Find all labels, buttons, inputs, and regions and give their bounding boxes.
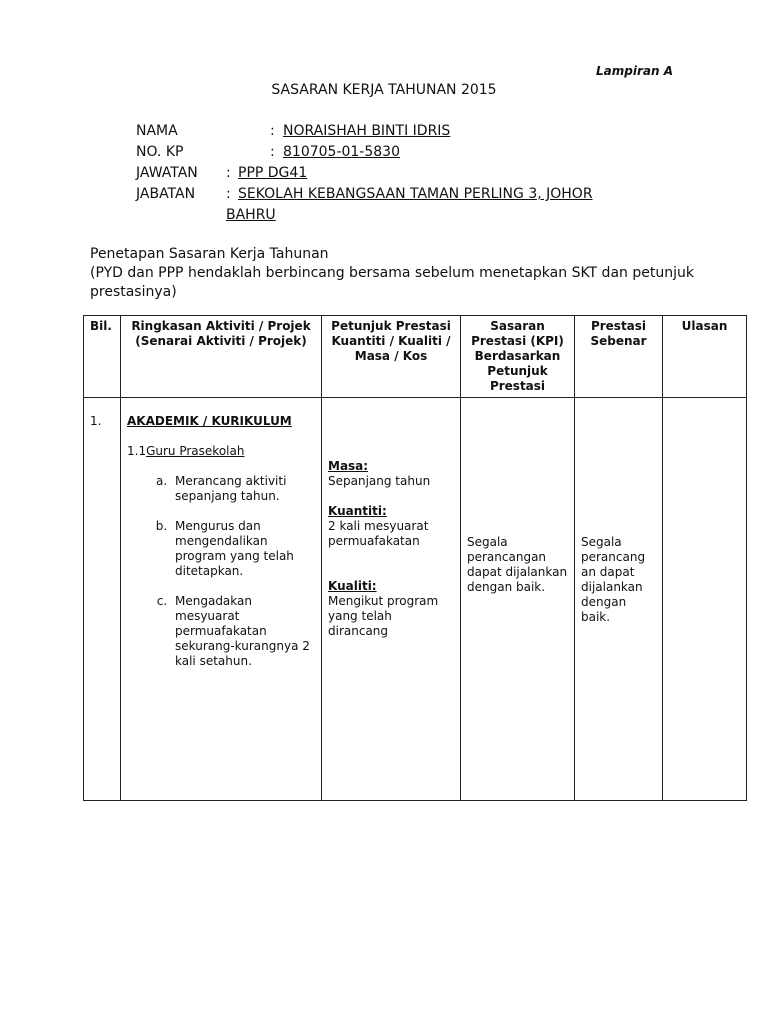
header-petunjuk: Petunjuk Prestasi Kuantiti / Kualiti / Masa / Kos	[322, 316, 461, 398]
kuantiti-value: 2 kali mesyuarat permuafakatan	[328, 519, 429, 548]
nama-value: NORAISHAH BINTI IDRIS	[283, 123, 451, 139]
jabatan-value-line1: SEKOLAH KEBANGSAAN TAMAN PERLING 3, JOHOR	[238, 186, 593, 202]
cell-sasaran: Segala perancangan dapat dijalankan dengan baik.	[461, 398, 575, 801]
masa-value: Sepanjang tahun	[328, 474, 431, 488]
nokp-colon: :	[270, 144, 275, 160]
table-header-row	[84, 316, 747, 398]
jabatan-value-line2: BAHRU	[226, 207, 276, 223]
nokp-value: 810705-01-5830	[283, 144, 400, 160]
intro-text	[90, 245, 700, 302]
kuantiti-label: Kuantiti:	[328, 504, 387, 518]
list-item: a. Merancang aktiviti sepanjang tahun.	[171, 474, 315, 504]
cell-petunjuk	[322, 398, 461, 801]
sub-title: Guru Prasekolah	[146, 444, 245, 458]
nokp-label: NO. KP	[136, 144, 184, 160]
activity-list	[127, 474, 315, 669]
skt-table	[83, 315, 747, 801]
cell-ringkasan	[121, 398, 322, 801]
nama-label: NAMA	[136, 123, 178, 139]
list-item: b. Mengurus dan mengendalikan program yang telah ditetapkan.	[171, 519, 315, 579]
document-title: SASARAN KERJA TAHUNAN 2015	[271, 82, 497, 98]
table-row	[84, 398, 747, 801]
list-item: c. Mengadakan mesyuarat permuafakatan sekurang-kurangnya 2 kali setahun.	[171, 594, 315, 669]
sub-heading	[127, 444, 315, 459]
header-prestasi: Prestasi Sebenar	[575, 316, 663, 398]
cell-prestasi: Segala perancang an dapat dijalankan dengan baik.	[575, 398, 663, 801]
kualiti-value: Mengikut program yang telah dirancang	[328, 594, 439, 638]
intro-line1: Penetapan Sasaran Kerja Tahunan	[90, 246, 329, 262]
header-sasaran: Sasaran Prestasi (KPI) Berdasarkan Petunjuk Prestasi	[461, 316, 575, 398]
jawatan-label: JAWATAN	[136, 165, 198, 181]
sub-number: 1.1	[127, 444, 147, 458]
annex-label: Lampiran A	[596, 64, 673, 78]
masa-label: Masa:	[328, 459, 369, 473]
cell-ulasan	[663, 398, 747, 801]
kualiti-label: Kualiti:	[328, 579, 377, 593]
header-bil: Bil.	[84, 316, 121, 398]
jabatan-colon: :	[226, 186, 231, 202]
cell-bil: 1.	[84, 398, 121, 801]
jawatan-colon: :	[226, 165, 231, 181]
header-ulasan: Ulasan	[663, 316, 747, 398]
section-title: AKADEMIK / KURIKULUM	[127, 414, 292, 428]
jabatan-label: JABATAN	[136, 186, 196, 202]
nama-colon: :	[270, 123, 275, 139]
employee-info	[0, 121, 768, 231]
intro-line2: (PYD dan PPP hendaklah berbincang bersama sebelum menetapkan SKT dan petunjuk prestasinya)	[90, 265, 694, 300]
jawatan-value: PPP DG41	[238, 165, 308, 181]
header-ringkasan: Ringkasan Aktiviti / Projek (Senarai Aktiviti / Projek)	[121, 316, 322, 398]
